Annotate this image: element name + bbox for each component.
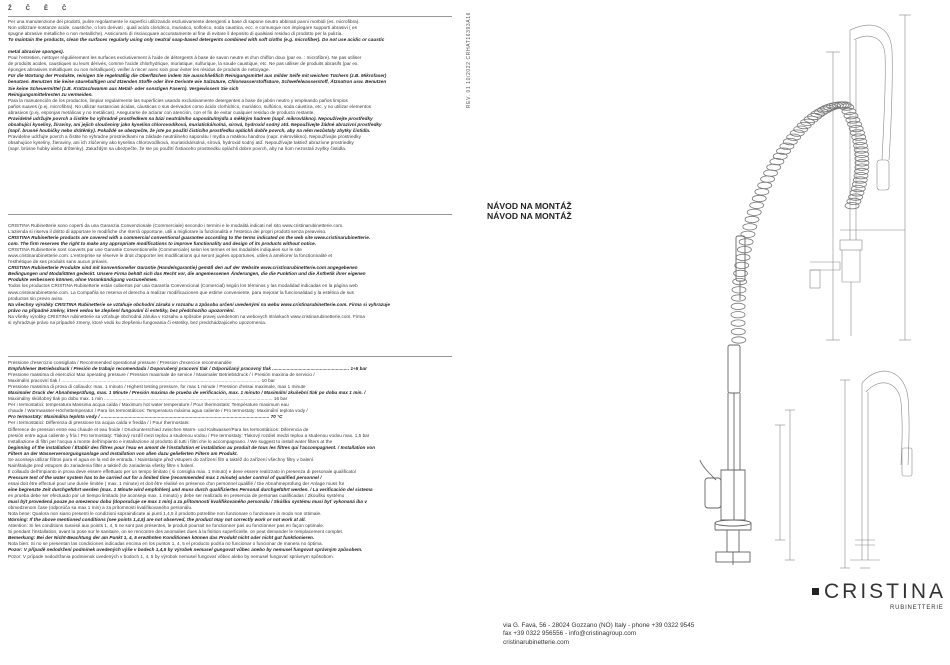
document-code: REV. 01 10/2022 CRHAT16393A16 [466,12,472,109]
technical-line: Nota bien: Si no se presentan las condiciones indicadas encima en los puntos 1, 4, 5 el producto podría no funcionar o funcionar de manera no óptima. [8,541,323,547]
warranty-line: productos sin previo aviso. [8,295,64,301]
technical-line: Pressione d'esercizio consigliata / Recommended operational pressure / Pression d'exercice recommandée [8,360,232,365]
technical-line: Attention: Si les conditions susvisé aux points 1, 4, 5 ne sont pas présentes, le produit pourrait ne fonctionner pas ou fonctionner pas en façon optimale. [8,523,325,529]
flag-glyph: Ž [8,6,26,12]
maintenance-line: Para la manutención de los productos, limpiar regularmente las superficies usando exclusivamente detergentes a base de jabón neutro y empleando paños limpios [8,97,348,103]
warranty-line: l'esthétique de ses produits sans aucun préavis. [8,259,109,265]
technical-line: Nainštalujte pred vstupom do zariadenia filter a taktiež do zariadenia všetky filtre v balení. [8,462,195,468]
maintenance-line: éponges abrasives métalliques ou non métalliques). veiller à rincer avec soin pour éviter les résidus de produits de nettoyage. [8,67,270,73]
address-line: cristinarubinetterie.com [503,638,570,646]
technical-line: Per i termostatici: Differenza di pressione tra acqua calda e fredda / / Pour thermostats: [8,420,190,426]
warranty-line: Produkte verbessern können, ohne Vorankündigung vorzunehmen. [8,277,158,283]
technical-line: Empfohlener Betriebsdruck / Presión de trabajo recomendada / Doporučený pracovní tlak / Odporúčaný pracovný tlak .......................................................... 1÷5 bar [8,366,367,372]
maintenance-line: Non utilizzare sostanze acide, caustiche, o loro derivati , quali acido cloridrico, muriatico, solforico, soda caustica, ecc. e comunque non impiegare supporti abrasivi ( es [8,25,358,31]
spring-coil-loops [731,102,869,343]
maintenance-line: spugne abrasive metalliche o non metalliche). Assicurarsi di risciacquare accuratamente al fine di evitare il deposito di qualsiasi residuo di prodotto per la pulizia. [8,31,343,37]
technical-line: musí být provedená pouze po omezenou dobu (doporučuje se max 1 min) a za přítomnosti kvalifikovaného personálu / Skúšku systému musí byť vykonaná iba v [8,499,367,505]
warranty-line: CRISTINA Rubinetterie sono coperti da una Garanzia Convenzionale (Commerciale) secondo i termini e le modalità indicati nel sito www.cristinarubinetterie.com. [8,223,344,228]
warranty-line: Na všechny výrobky CRISTINA Rubinetterie se vztahuje obchodní záruka v rozsahu a způsobu určení uvedenými na webu www.cristinarubinetterie.com. Firma si vyhrazuje [8,301,390,307]
warranty-line: CRISTINA Rubinetterie products are covered with a commercial conventional guarantee according to the terms indicated on the web site www.cristinarubinetterie. [8,235,371,241]
warranty-line: L'azienda si riserva il diritto di apportare le modifiche che riterrà opportune, utili a migliorare la funzionalità e l'estetica dei propri prodotti senza preavviso. [8,229,327,235]
technical-line: essai doit être effectué pour une durée limitée ( max. 1 minute) et doit être réalisé en présence d'un personnel qualifié / Die Abnahmeprüfung der Anlage muss für [8,480,345,486]
warranty-line: www.cristinarubinetterie.com. L'entreprise se réserve le droit d'apporter les modifications qui seront jugées opportunes, utiles à améliorer la fonctionnalité et [8,253,333,259]
warranty-line: CRISTINA Rubinetterie Produkte sind mit konventioneller Garantie (Handelsgarantie) gemäß den auf der Website www.cristinarubinetterie.com angegebenen [8,265,358,271]
warranty-line: Na všetky výrobky CRISTINA rubinetterie sa vzťahuje obchodná záruka v rozsahu a spôsobe pravej uvedenom na webovych stránkach www.cristinarubinetterie.com. Firma [8,313,366,319]
maintenance-line: (např. brusné houbičky nebo drátěnky). Pokaždé se ubezpečte, že jste po použití čisticího prostředku opláchli dobře povrch, aby na něm nezůstaly zbytky čistidla. [8,127,371,133]
faucet-body [700,236,751,565]
maintenance-line: obsahující kyseliny, žíraviny, ani jejich sloučeniny jako kyselina chlorovodíková, muriatická/solná, sírová, hydroxid sodný atd. Nepoužívejte žádné abrazivní prostředky [8,121,382,127]
warranty-line: com. The firm reserves the right to make any appropriate modifications to improve functionality and design of its products without notice. [8,241,317,247]
maintenance-line: abrasivos (p.ej. esponjas metálicas y no metálicas). Asegurarse de aclarar con atención, con el fin de evitar cualquier residuo de producto restante. [8,109,315,115]
warranty-line: CRISTINA Rubinetterie sont couverts par une Garantie Conventionnelle (Commerciale) selon les termes et les modalités indiquées sur le site [8,247,302,253]
maintenance-line: Sie keine Scheuermittel (z.B. Kratzschwamm aus Metall- oder sonstigen Fasern). Vergewissern Sie sich [8,85,239,91]
technical-line: Pozor: V prípade nedodržania podmienok uvedených v bodoch 1, 4, 5 by výrobok nemusel fungovať vôbec alebo by nemusel fungovať správnym spôsobom. [8,553,335,559]
technical-line: Bemerkung: Bei der Nicht-Beachtung der am Punkt 1, 4, 5 erwähnten Konditionen können das Produkt nicht oder nicht gut funktionieren. [8,535,315,541]
warranty-line: si vyhradzuje právo na prípadné zmeny, ktoré vedú ku zlepšeniu fungovania či estetiky, bez predchádzajúceho upozornenia. [8,319,267,325]
side-view [775,371,912,568]
title-line: NÁVOD NA MONTÁŽ [487,201,572,211]
technical-line: Pressione massima di esercizio/ Max operating pressure / Pression maximale de service / Maximaler Betriebsdruck / / Presión maxima de servicio / [8,372,315,378]
maintenance-line: paños suaves (p.ej. microfibra). No utilizar sustancias ácidas, cáusticas o sus derivados como ácido clorhídrico, muriático, sulfúrico, soda cáustica, etc. y no utilizar elementos [8,103,372,109]
maintenance-line: Reinigungsmittelresten zu vermeiden. [8,91,93,97]
technical-line: Se aconseja utilizar filtros para el agua en la red de entrada. / Nainstalujte před vstupem do zařízení filtr a taktéž do zařízení všechny filtry v balení. [8,456,315,462]
technical-line: Pozor: V případě nedodržení podmínek uvedených výše v bodech 1,4,5 by výrobek nemusel gungovat vůbec anebo by nemusel fungovat správným způsobem. [8,547,363,553]
technical-line: Maximálny skúšobný tlak po dobu max. 1 min ............................................................................................................................... 16 bar [8,396,288,402]
flag-glyph: Č [62,6,81,12]
address-line: fax +39 0322 956556 - info@cristinagroup.com [503,630,637,638]
maintenance-line: Pravidelně udržujte povrch a čistěte ho výhradně prostředkem na bázi neutrálního saponátu/mýdla a měkkým hadrem (např. mikrovlákno). Nepoužívejte prostředky [8,115,373,121]
maintenance-line: Pravidelne udržujte povrch a čistite ho výhradne prostriedkami na základe neutrálneho saponátu / mydla a mäkkou handrou (napr. mikrovlákno). Nepoužívajte prostriedky [8,133,361,139]
maintenance-line: Per una manutenzione dei prodotti, pulire regolarmente le superfici utilizzando esclusivamente detergenti a base di sapone neutro abbinati panni morbidi (es. microfibra). [8,19,360,24]
technical-line: Nota bene: Qualora non siano presenti le condizioni sopraindicate ai punti 1,4,5 il prodotto potrebbe non funzionare o funzionare in modo non ottimale. [8,511,322,517]
technical-line: Maximální pracovní tlak / ...................................................................................................................................................... 10 bar [8,378,275,384]
title-line: NÁVOD NA MONTÁŽ [487,211,572,221]
maintenance-line: metal abrasive sponges). [8,49,65,55]
technical-line: eine begrenzte Zeit durchgeführt werden (max. 1 Minute wird empfohlen) und muss durch qualifiziertes Personal durchgeführt werden. / La verificación del sistema [8,486,373,492]
warranty-line: Todos los productos CRISTINA Rubinetterie están cubiertos por una Garantía Convencional (Comercial) según los términos y las modalidad indicadas en la página web [8,283,358,289]
technical-line: obmedzenom čase (odporúča sa max 1 min) a za prítomnosti kvalifikovaného personálu. [8,505,193,511]
maintenance-line: To maintain the products, clean the surfaces regularly using only neutral soap-based detergents combined with soft cloths (e.g. microfiber). Do not use acidic or caustic [8,37,385,43]
maintenance-line: benutzen. Benutzen Sie keine säurehaltigen und ätzenden Stoffe oder ihre Derivate wie Salzsäure, Chlorwasserstoffsäure, Schwefelwasserstoff, Ätznatron usw. Benutzen [8,79,387,85]
flag-glyph: Č [25,6,45,12]
warranty-line: www.cristinarubinetterie.com. La Compañía se reserva el derecho a realizar modificaciones que estime conveniente, para mejorar la funcionalidad y la estética de sus [8,289,355,295]
technical-line: Filtern an der Wasserversorgungsanlage und Installation von allen dazu gelieferten Filtern am Produkt. [8,450,238,456]
technical-line: beginning of the installation / Établir des filtres pour l'eau en amont de l'installation et installation au produit de tous les filtres qui l'accompagnent. / Installation von [8,444,376,450]
technical-line: Installazione di filtri per l'acqua a monte dell'impianto e installazione al prodotto di tutti i filtri che lo accompagnano. / We suggest to install water filters at the [8,438,333,444]
technical-line: presión entre agua caliente y fría / Pro termostaty: Tlakový rozdíl mezi teplou a studenou vodou / Pre termostaty: Tlakový rozdiel medzi teplou a studenou vodou max. 1,5 bar [8,432,370,438]
technical-line: Warning: If the above mentioned conditions (see points 1,4,5) are not observed, the product may not correctly work or not work at all. [8,517,306,523]
brand-subtitle: RUBINETTERIE [890,605,944,611]
flag-glyph: Ě [44,6,63,12]
company-address [503,622,694,647]
address-line: via G. Fava, 56 - 28024 Gozzano (NO) Italy - phone +39 0322 9545 [503,622,695,629]
maintenance-line: (napr. brúsne hubky alebo drôtenky). Zakaždým sa ubezpečte, že ste po použití čistiaceho prostriedku opláchli dobre povrch, aby na ňom nezostali zvyšky čistidla. [8,145,347,151]
technical-line: chaude / Warmwasser-Höchsttemperatur / Para los termostáticos: Temperatura máxima agua caliente / Pro termostaty: Maximální teplota vody / [8,408,308,414]
technical-line: Difference de pression entre eau chaude et eau froide / Druckunterschied zwischen Warm- und Kaltwasser/Para los termostáticos: Diferencia de [8,426,309,432]
technical-line: en prueba debe ser efectuado por un tiempo limitado (se aconseja max. 1 minuto) y debe ser realizado en presencia de personas cualificadas / Zkoušku systému [8,493,345,499]
technical-line: Pressure test of the water system has to be carried out for a limited time (recommended max 1 minute) under control of qualified personnel / [8,474,322,480]
maintenance-line: de produits acides, caustiques ou leurs dérivés, comme l'acide chlorhydrique, muriatique, sulfurique, la soude caustique, etc. Ne pas utiliser de produits abrasifs (par ex. [8,61,359,67]
logo-square-icon [812,588,819,595]
dimension-lines [810,15,911,340]
brand-name: CRISTINA [824,580,947,603]
technical-line: Si pendant l'installation, avant la pose sur le sanitaire, on se rencontre des anomalies dues à la finition superficielle, on peut demander le remplacement complet. [8,529,344,535]
warranty-line: právo na případné změny, které vedou ke zlepšení fungování či estetiky, bez předchozího upozornění. [8,307,235,313]
spring-coil [731,102,869,343]
technical-line: Per i termostatici: temperatura Massima acqua calda / Maximum hot water temperature / Pour thermostats: Température maximum eau [8,402,289,408]
technical-line: Pressione massima di prova di collaudo: max. 1 minuto / Highest testing pressure, for max 1 minute / Pression d'essai maximale, max 1 minute [8,384,306,390]
maintenance-line: Für die Wartung der Produkte, reinigen Sie regelmäßig die Oberflächen indem Sie ausschließlich Reinigungsmittel aus milder Seife mit weichen Tüchern (z.B. Mikrofaser) [8,73,387,79]
technical-line: Maximaler Druck der Abnahmeprüfung, max. 1 Minute / Presión maxima de prueba de verificación, max. 1 minuto / Maximální zkušební tlak po dobu max 1 min. / [8,390,366,396]
technical-line: Il collaudo dell'impianto in prova deve essere effettuato per un tempo limitato ( si consiglia max. 1 minuto) e deve essere realizzato in presenza di personale qualificato/ [8,468,357,474]
maintenance-line: Pour l'entretien, nettoyer régulièrement les surfaces exclusivement à l'aide de détergents à base de savon neutre et d'un chiffon doux (par ex. : microfibre). Ne pas utiliser [8,55,362,61]
maintenance-line: obsahujúce kyseliny, žieraviny, ani ich zlúčeniny ako kyselina chlorovodíková, muriatická/solná, sírová, hydroxid sodný atď. Nepoužívajte taktiež abrazívne prostriedky [8,139,354,145]
warranty-line: Bedingungen und Modalitäten gedeckt. Unsere Firma behält sich das Recht vor, die angemessenen Änderungen, die die Funktion und die Ästhetik ihrer eigenen [8,271,366,277]
technical-line: Pro termostaty: Maximálna teplota vody / ............................................................................................................................... 70 °C [8,414,283,420]
